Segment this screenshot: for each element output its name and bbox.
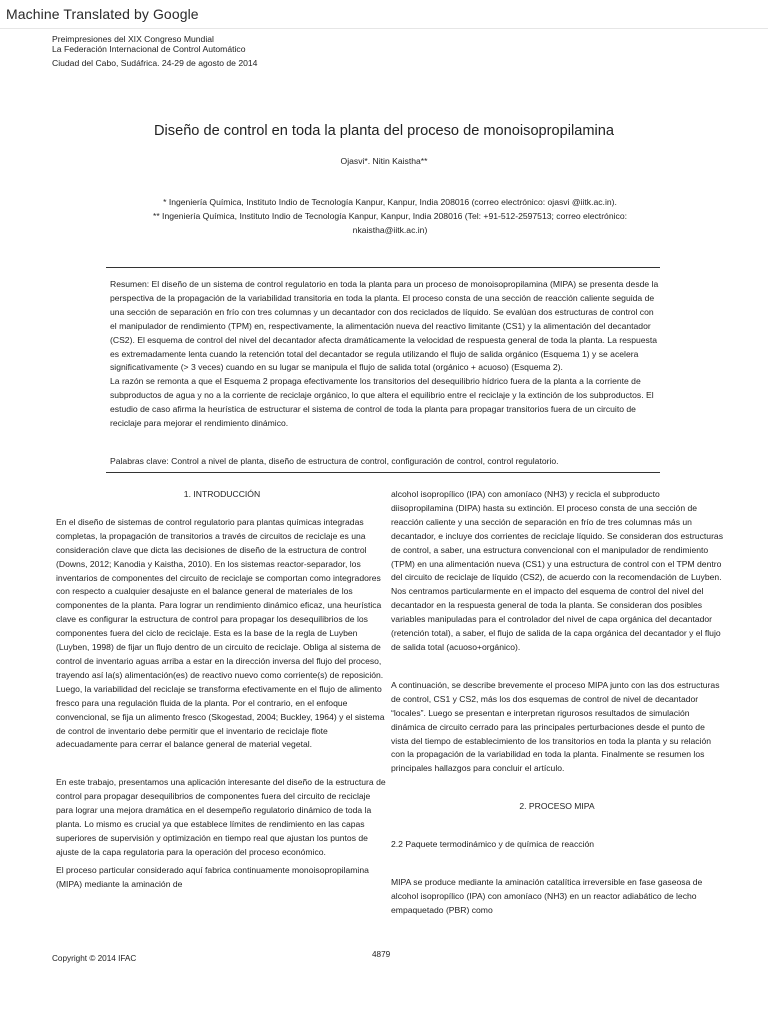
paper-title: Diseño de control en toda la planta del proceso de monoisopropilamina [154, 123, 614, 139]
section-heading-mipa: 2. PROCESO MIPA [519, 801, 595, 812]
page-number: 4879 [372, 950, 391, 959]
preprint-location: Ciudad del Cabo, Sudáfrica. 24-29 de agosto de 2014 [52, 58, 258, 68]
abstract-top-rule [106, 267, 660, 268]
preprint-line-1: Preimpresiones del XIX Congreso Mundial [52, 34, 214, 44]
section-heading-introduction: 1. INTRODUCCIÓN [183, 489, 261, 499]
right-paragraph-3: MIPA se produce mediante la aminación catalítica irreversible en fase gaseosa de alcohol isopropílico (IPA) con amoníaco (NH3) en un reactor adiabático de lecho empaquetado (PBR) como [391, 877, 703, 915]
abstract-paragraph-1: Resumen: El diseño de un sistema de control regulatorio en toda la planta para un proceso de monoisopropilamina (MIPA) se presenta desde la perspectiva de la propagación de la variabilidad transitoria en toda la planta. El proceso consta de una sección de reacción caliente seguida de una sección de separación en frío con tres columnas y un decantador con dos reciclados de líquido. Se evalúan dos estructuras de control con el manipulador de rendimiento (TPM) en, respectivamente, la alimentación nueva del reactivo limitante (CS1) y la alimentación del decantador (CS2). El esquema de control del nivel del decantador afecta dramáticamente la velocidad de respuesta general de toda la planta. La respuesta es extremadamente lenta cuando la retención total del decantador se regula utilizando el flujo de salida orgánico (Esquema 1) y se acelera significativamente (> 3 veces) cuando en su lugar se manipula el flujo de salida total (orgánico + acuoso) (Esquema 2). [110, 279, 659, 373]
affiliation-2: ** Ingeniería Química, Instituto Indio de Tecnología Kanpur, Kanpur, India 208016 (Tel: +91-512-2597513; correo electrónico: nkaistha@iitk.ac.in) [152, 211, 627, 235]
abstract-bottom-rule [106, 472, 660, 473]
preprint-header [52, 34, 257, 68]
left-column [56, 488, 388, 892]
right-paragraph-1: alcohol isopropílico (IPA) con amoníaco (NH3) y recicla el subproducto diisopropilamina (DIPA) hasta su extinción. El proceso consta de una sección de reacción caliente y una sección de separación en frío de tres columnas más un decantador, e incluye dos corrientes de reciclaje líquido. Se consideran dos estructuras de control, a saber, una estructura convencional con el manipulador de rendimiento (TPM) en una alimentación nueva (CS1) y una estructura de control con el TPM dentro del circuito de reciclaje de líquido (CS2), de acuerdo con la recomendación de Luyben. Nos centramos particularmente en el impacto del esquema de control del nivel del decantador en la respuesta general de toda la planta. Se consideran dos posibles variables manipuladas para el controlador del nivel de capa orgánica del decantador (retención total), a saber, el flujo de salida de la capa orgánica del decantador y el flujo de salida total (acuoso+orgánico). [391, 489, 724, 652]
intro-paragraph-1: En el diseño de sistemas de control regulatorio para plantas químicas integradas completas, la propagación de transitorios a través de circuitos de reciclaje es una consideración clave que dicta las decisiones de diseño de la estructura de control (Downs, 2012; Kanodia y Kaistha, 2010). En los sistemas reactor-separador, los inventarios de componentes del circuito de reciclaje se comportan como integradores con respecto a cualquier desajuste en el balance general de materiales de los componentes de la planta. Para lograr un rendimiento dinámico eficaz, una heurística clave es configurar la estructura de control para propagar los desequilibrios de los componentes fuera del ciclo de reciclaje. Esta es la base de la regla de Luyben (Luyben, 1998) de fijar un flujo dentro de un circuito de reciclaje. Obliga al sistema de control de inventario aguas arriba a estar en la dirección inversa del flujo del proceso, trayendo así la(s) alimentación(es) de reactivo nuevo como corriente(s) de reposición. Luego, la variabilidad del reciclaje se transforma efectivamente en el flujo de alimento fresco para una regulación fluida de la planta. Por el contrario, en el enfoque convencional, se fija un alimento fresco (Skogestad, 2004; Buckley, 1964) y el sistema de control de inventario debe permitir que el inventario de reciclaje flote adecuadamente para cerrar el balance general de material vegetal. [56, 516, 385, 750]
paper-authors: Ojasvi*. Nitin Kaistha** [340, 156, 428, 166]
affiliations [150, 195, 630, 237]
affiliation-1: * Ingeniería Química, Instituto Indio de Tecnología Kanpur, Kanpur, India 208016 (correo electrónico: ojasvi @iitk.ac.in). [163, 197, 617, 207]
copyright-notice: Copyright © 2014 IFAC [52, 954, 137, 963]
abstract [110, 278, 660, 431]
preprint-line-2: La Federación Internacional de Control Automático [52, 44, 246, 54]
banner-divider [0, 28, 768, 29]
keywords: Palabras clave: Control a nivel de planta, diseño de estructura de control, configuración de control, control regulatorio. [110, 456, 559, 466]
intro-paragraph-2: En este trabajo, presentamos una aplicación interesante del diseño de la estructura de control para propagar desequilibrios de componentes fuera del circuito de reciclaje para lograr una mejora dramática en el desempeño regulatorio dinámico de toda la planta. Lo mismo es crucial ya que establece límites de rendimiento en las capas superiores de supervisión y optimización en tiempo real que ajustan los puntos de ajuste de la capa regulatoria para la operación del proceso económico. [56, 777, 386, 857]
right-column [391, 488, 723, 918]
abstract-paragraph-2: La razón se remonta a que el Esquema 2 propaga efectivamente los transitorios del desequilibrio hídrico fuera de la planta a la corriente de subproductos de agua y no a la corriente de reciclaje orgánico, lo que altera el equilibrio entre el reciclaje y la extinción de los subproductos. El estudio de caso afirma la heurística de estructurar el sistema de control de toda la planta para propagar transitorios fuera de un circuito de reciclaje para mejorar el rendimiento dinámico. [110, 376, 654, 429]
intro-paragraph-3: El proceso particular considerado aquí fabrica continuamente monoisopropilamina (MIPA) mediante la aminación de [56, 864, 369, 889]
machine-translation-banner: Machine Translated by Google [6, 6, 199, 22]
right-paragraph-2: A continuación, se describe brevemente el proceso MIPA junto con las dos estructuras de control, CS1 y CS2, más los dos esquemas de control de nivel de decantador “locales”. Luego se presentan e interpretan rigurosos resultados de simulación dinámica de circuito cerrado para las principales perturbaciones desde el punto de vista del tiempo de establecimiento de los transitorios en toda la planta y su relación con la propagación de la variabilidad en toda la planta. Finalmente se resumen los principales hallazgos para concluir el artículo. [391, 679, 720, 774]
subsection-heading-thermo: 2.2 Paquete termodinámico y de química de reacción [391, 839, 595, 850]
